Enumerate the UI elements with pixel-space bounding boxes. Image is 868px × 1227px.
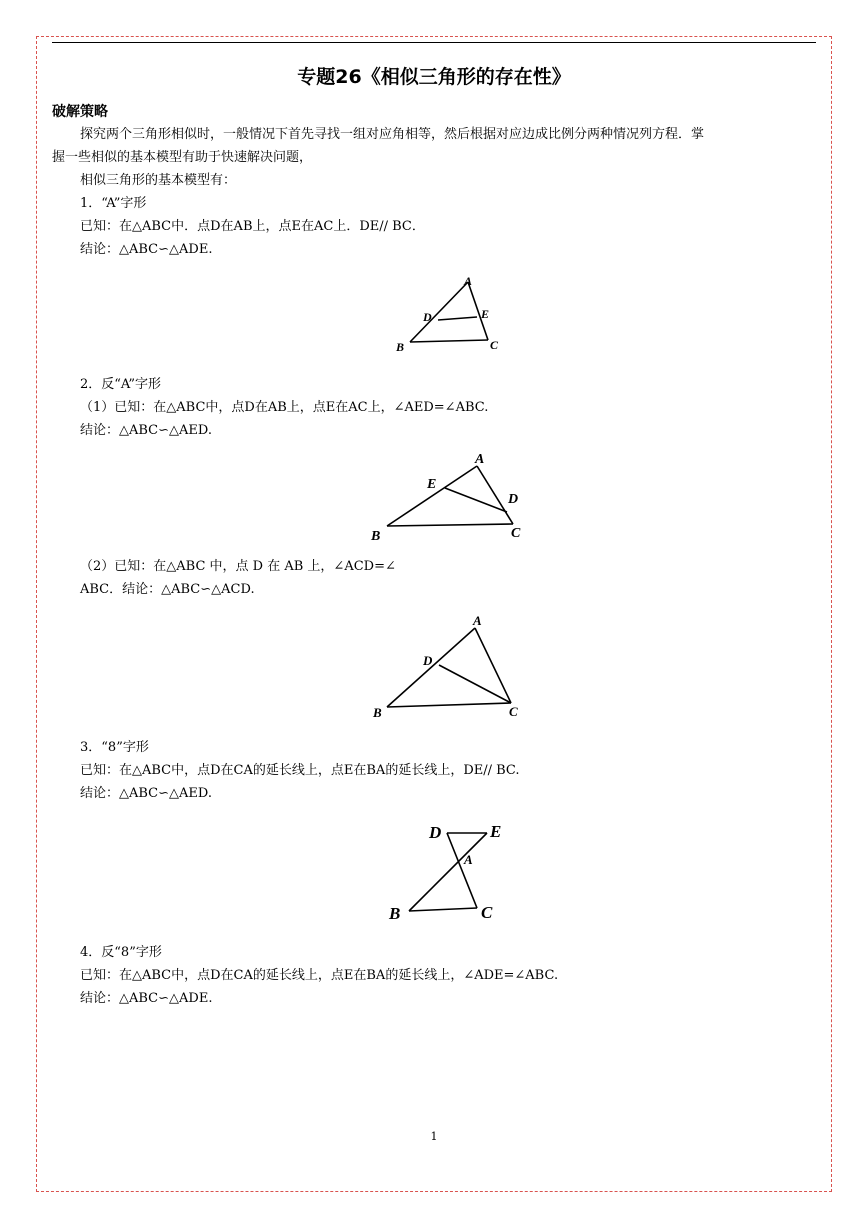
model-3-given: 已知：在△ABC中，点D在CA的延长线上，点E在BA的延长线上，DE// BC. [80,763,520,778]
figure-eight-shape [385,818,515,928]
model-2b-given-line-2: ABC．结论：△ABC∽△ACD. [80,582,255,597]
label-a: A [464,274,473,288]
segment-ac [475,628,511,703]
intro-line-3: 相似三角形的基本模型有： [80,173,237,188]
section-heading: 破解策略 [52,104,108,120]
segment-d-c [447,833,477,908]
label-c: C [511,526,521,541]
label-d: D [423,310,432,324]
label-a: A [473,613,482,628]
segment-bc [409,908,477,911]
label-a: A [464,852,473,867]
label-b: B [396,340,405,354]
model-2b-given-line-1: （2）已知：在△ABC 中，点 D 在 AB 上，∠ACD=∠ [80,559,396,574]
model-2-heading: 2．反“A”字形 [80,377,162,392]
label-e: E [427,477,437,492]
page-title: 专题26《相似三角形的存在性》 [297,66,571,88]
intro-line-2: 握一些相似的基本模型有助于快速解决问题， [52,150,313,165]
segment-bc [387,703,511,707]
label-b: B [371,529,381,544]
segment-cd [439,665,511,703]
segment-ab [410,282,468,342]
label-e: E [490,822,502,841]
model-1-given: 已知：在△ABC中．点D在AB上，点E在AC上．DE// BC． [80,219,425,234]
label-b: B [389,904,401,923]
label-d: D [429,823,442,842]
model-4-conclusion: 结论：△ABC∽△ADE. [80,991,213,1006]
figure-reverse-a-shape [365,446,535,546]
label-d: D [508,492,519,507]
figure-a-shape [390,270,510,360]
model-4-heading: 4．反“8”字形 [80,945,162,960]
label-c: C [509,704,518,719]
page-number: 1 [430,1130,438,1143]
model-2-given: （1）已知：在△ABC中，点D在AB上，点E在AC上，∠AED=∠ABC. [80,400,489,415]
model-3-heading: 3．“8”字形 [80,740,149,755]
label-e: E [481,307,490,321]
label-a: A [475,452,485,467]
figure-reverse-a-shape-2 [365,608,535,720]
segment-bc [387,524,513,526]
label-c: C [490,338,499,352]
segment-de [438,317,477,320]
model-3-conclusion: 结论：△ABC∽△AED. [80,786,212,801]
label-c: C [481,903,493,922]
segment-bc [410,340,488,342]
model-1-conclusion: 结论：△ABC∽△ADE. [80,242,213,257]
intro-line-1: 探究两个三角形相似时，一般情况下首先寻找一组对应角相等，然后根据对应边成比例分两种情况列方程．掌 [80,127,705,142]
label-d: D [423,653,433,668]
model-4-given: 已知：在△ABC中，点D在CA的延长线上，点E在BA的延长线上，∠ADE=∠ABC. [80,968,559,983]
segment-ec-b [409,833,487,911]
model-1-heading: 1．“A”字形 [80,196,147,211]
label-b: B [373,705,382,720]
model-2-conclusion: 结论：△ABC∽△AED. [80,423,212,438]
header-rule [52,42,816,43]
